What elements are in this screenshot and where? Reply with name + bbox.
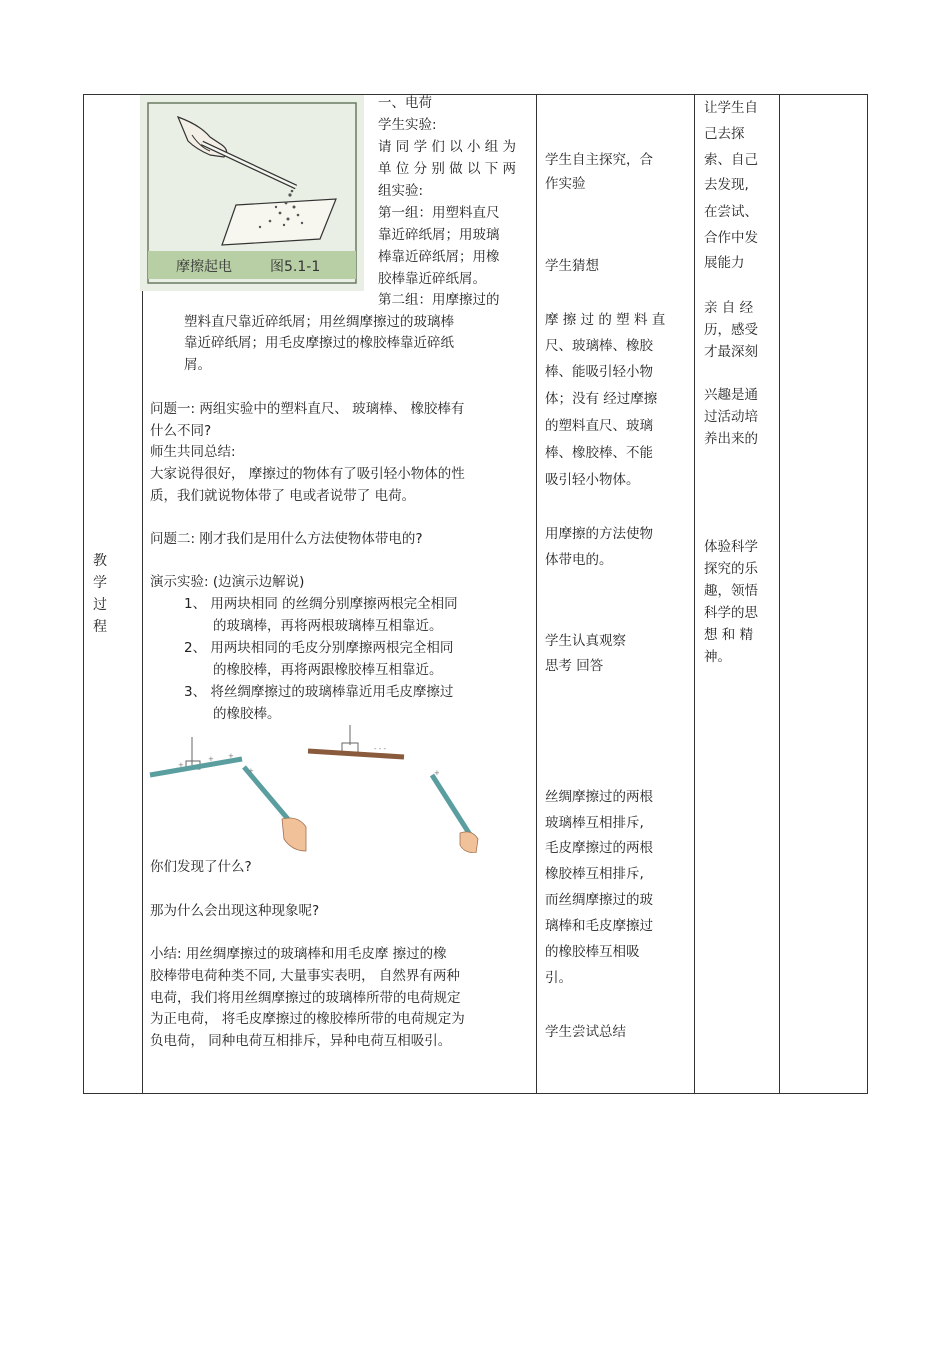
conclusion-line: 负电荷， 同种电荷互相排斥，异种电荷互相吸引。 xyxy=(150,1033,452,1049)
found-question: 你们发现了什么? xyxy=(150,859,252,875)
intro-line: 组实验: xyxy=(378,183,424,199)
student-activity: 毛皮摩擦过的两根 xyxy=(545,840,653,856)
intro-line: 单 位 分 别 做 以 下 两 xyxy=(378,161,517,177)
group1-line: 靠近碎纸屑；用玻璃 xyxy=(378,227,500,243)
student-activity: 棒、能吸引轻小物 xyxy=(545,364,653,380)
design-intent: 索、自己 xyxy=(704,152,758,168)
demo-step: 1、 用两块相同 的丝绸分别摩擦两根完全相同 xyxy=(184,596,458,612)
conclusion-line: 为正电荷， 将毛皮摩擦过的橡胶棒所带的电荷规定为 xyxy=(150,1011,465,1027)
conclusion-line: 小结: 用丝绸摩擦过的玻璃棒和用毛皮摩 擦过的橡 xyxy=(150,946,447,962)
svg-text:- - -: - - - xyxy=(374,745,387,753)
student-activity: 橡胶棒互相排斥, xyxy=(545,866,644,882)
design-intent: 想 和 精 xyxy=(704,627,754,643)
demo-step: 的橡胶棒。 xyxy=(213,706,281,722)
question-two: 问题二: 刚才我们是用什么方法使物体带电的? xyxy=(150,531,423,547)
why-question: 那为什么会出现这种现象呢? xyxy=(150,903,320,919)
group2-line: 第二组：用摩擦过的 xyxy=(378,292,500,308)
group1-line: 棒靠近碎纸屑；用橡 xyxy=(378,249,500,265)
conclusion-line: 胶棒带电荷种类不同, 大量事实表明， 自然界有两种 xyxy=(150,968,460,984)
student-activity: 学生自主探究，合 xyxy=(545,152,653,168)
student-activity: 玻璃棒互相排斥, xyxy=(545,815,644,831)
column-divider xyxy=(694,95,695,1093)
svg-text:+: + xyxy=(178,761,184,769)
student-activity: 引。 xyxy=(545,970,572,986)
column-divider xyxy=(779,95,780,1093)
student-activity: 作实验 xyxy=(545,176,586,192)
rubber-rods-illustration xyxy=(304,723,484,853)
design-intent: 科学的思 xyxy=(704,605,758,621)
svg-text:+: + xyxy=(248,767,254,775)
design-intent: 趣，领悟 xyxy=(704,583,758,599)
section-label: 教 学 过 程 xyxy=(93,553,107,635)
student-activity: 棒、橡胶棒、不能 xyxy=(545,445,653,461)
group1-line: 胶棒靠近碎纸屑。 xyxy=(378,271,486,287)
friction-figure xyxy=(140,95,364,291)
student-activity: 而丝绸摩擦过的玻 xyxy=(545,892,653,908)
design-intent: 亲 自 经 xyxy=(704,300,754,316)
student-activity: 用摩擦的方法使物 xyxy=(545,526,653,542)
student-exp-label: 学生实验: xyxy=(378,117,437,133)
design-intent: 让学生自 xyxy=(704,100,758,116)
lesson-table xyxy=(83,94,868,1094)
design-intent: 在尝试、 xyxy=(704,204,758,220)
demo-step: 2、 用两块相同的毛皮分别摩擦两根完全相同 xyxy=(184,640,454,656)
group2-line: 靠近碎纸屑；用毛皮摩擦过的橡胶棒靠近碎纸 xyxy=(184,335,454,351)
svg-text:+: + xyxy=(228,752,234,760)
design-intent: 合作中发 xyxy=(704,230,758,246)
design-intent: 去发现, xyxy=(704,177,749,193)
design-intent: 神。 xyxy=(704,649,731,665)
demo-step: 的橡胶棒，再将两跟橡胶棒互相靠近。 xyxy=(213,662,443,678)
student-activity: 体带电的。 xyxy=(545,552,613,568)
student-activity: 思考 回答 xyxy=(545,658,604,674)
student-activity: 学生猜想 xyxy=(545,258,599,274)
summary-line: 大家说得很好， 摩擦过的物体有了吸引轻小物体的性 xyxy=(150,466,465,482)
glass-rods-illustration xyxy=(148,733,308,855)
figure-caption-left: 摩擦起电 xyxy=(176,259,232,275)
student-activity: 的橡胶棒互相吸 xyxy=(545,944,640,960)
group2-line: 屑。 xyxy=(184,357,211,373)
student-activity: 的塑料直尺、玻璃 xyxy=(545,418,653,434)
question-one: 问题一: 两组实验中的塑料直尺、 玻璃棒、 橡胶棒有 xyxy=(150,401,465,417)
figure-caption-right: 图5.1-1 xyxy=(270,259,321,275)
design-intent: 展能力 xyxy=(704,255,745,271)
student-activity: 体；没有 经过摩擦 xyxy=(545,391,658,407)
design-intent: 历，感受 xyxy=(704,322,758,338)
design-intent: 体验科学 xyxy=(704,539,758,555)
summary-line: 质，我们就说物体带了 电或者说带了 电荷。 xyxy=(150,488,416,504)
svg-text:+: + xyxy=(434,769,440,777)
column-divider xyxy=(536,95,537,1093)
demo-heading: 演示实验: (边演示边解说) xyxy=(150,574,305,590)
group1-line: 第一组：用塑料直尺 xyxy=(378,205,500,221)
svg-text:+: + xyxy=(208,755,214,763)
design-intent: 兴趣是通 xyxy=(704,387,758,403)
demo-step: 的玻璃棒，再将两根玻璃棒互相靠近。 xyxy=(213,618,443,634)
summary-heading: 师生共同总结: xyxy=(150,444,236,460)
design-intent: 才最深刻 xyxy=(704,344,758,360)
student-activity: 丝绸摩擦过的两根 xyxy=(545,789,653,805)
student-activity: 尺、玻璃棒、橡胶 xyxy=(545,338,653,354)
intro-line: 请 同 学 们 以 小 组 为 xyxy=(378,139,517,155)
design-intent: 己去探 xyxy=(704,126,745,142)
group2-line: 塑料直尺靠近碎纸屑；用丝绸摩擦过的玻璃棒 xyxy=(184,314,454,330)
student-activity: 璃棒和毛皮摩擦过 xyxy=(545,918,653,934)
student-activity: 摩 擦 过 的 塑 料 直 xyxy=(545,312,666,328)
rubber-rods-figure xyxy=(304,723,484,853)
student-activity: 学生尝试总结 xyxy=(545,1024,626,1040)
friction-illustration xyxy=(140,95,364,291)
demo-step: 3、 将丝绸摩擦过的玻璃棒靠近用毛皮摩擦过 xyxy=(184,684,454,700)
conclusion-line: 电荷，我们将用丝绸摩擦过的玻璃棒所带的电荷规定 xyxy=(150,990,461,1006)
student-activity: 学生认真观察 xyxy=(545,633,626,649)
design-intent: 养出来的 xyxy=(704,431,758,447)
section-heading: 一、电荷 xyxy=(378,95,432,111)
design-intent: 过活动培 xyxy=(704,409,758,425)
design-intent: 探究的乐 xyxy=(704,561,758,577)
student-activity: 吸引轻小物体。 xyxy=(545,472,640,488)
glass-rods-figure xyxy=(148,733,308,855)
question-one: 什么不同? xyxy=(150,423,212,439)
